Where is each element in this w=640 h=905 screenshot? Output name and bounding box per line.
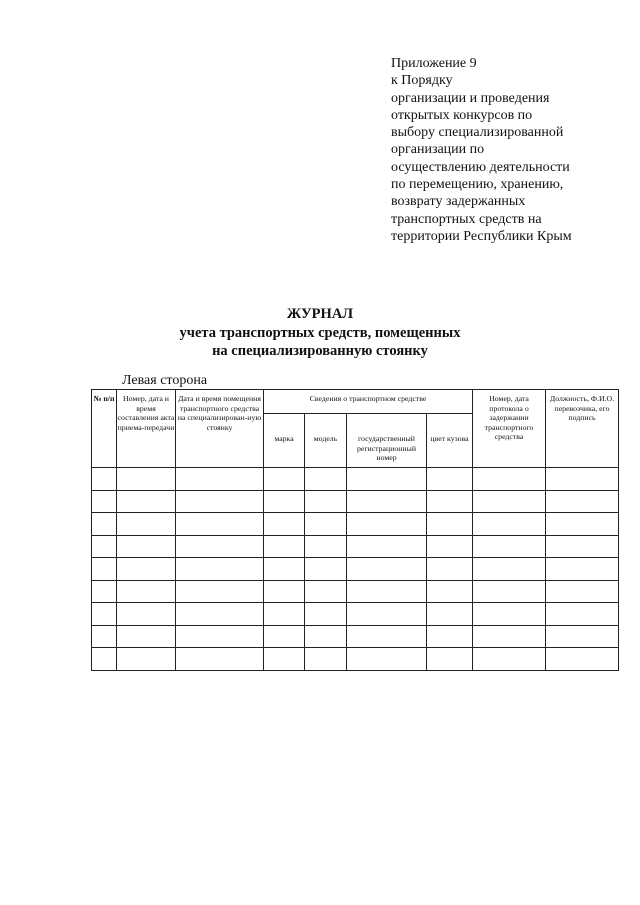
header-protocol: Номер, дата протокола о задержании транспортного средства: [473, 390, 546, 468]
table-header-row: [92, 390, 619, 414]
appendix-line: организации и проведения: [391, 90, 550, 106]
table-cell: [305, 625, 347, 648]
table-cell: [176, 625, 264, 648]
table-row: [92, 468, 619, 491]
header-reg-number: государственный регистрационный номер: [347, 414, 427, 468]
table-cell: [264, 513, 305, 536]
table-cell: [92, 513, 117, 536]
table-cell: [117, 603, 176, 626]
table-cell: [176, 535, 264, 558]
table-cell: [117, 468, 176, 491]
table-cell: [347, 580, 427, 603]
table-cell: [347, 625, 427, 648]
appendix-block: [391, 55, 631, 245]
table-row: [92, 535, 619, 558]
header-carrier: Должность, Ф.И.О. перевозчика, его подпись: [546, 390, 619, 468]
table-cell: [117, 535, 176, 558]
header-vehicle-group: Сведения о транспортном средстве: [264, 390, 473, 414]
table-row: [92, 603, 619, 626]
table-row: [92, 558, 619, 581]
table-cell: [473, 648, 546, 671]
table-cell: [92, 535, 117, 558]
table-cell: [427, 603, 473, 626]
table-cell: [305, 535, 347, 558]
table-cell: [427, 580, 473, 603]
appendix-line: организации по: [391, 142, 485, 158]
table-cell: [117, 648, 176, 671]
table-cell: [176, 513, 264, 536]
table-cell: [546, 513, 619, 536]
table-cell: [473, 603, 546, 626]
table-cell: [473, 468, 546, 491]
table-cell: [92, 580, 117, 603]
appendix-line: к Порядку: [391, 73, 453, 89]
journal-table: [91, 389, 619, 671]
table-cell: [347, 468, 427, 491]
table-cell: [264, 490, 305, 513]
table-cell: [347, 535, 427, 558]
table-cell: [305, 468, 347, 491]
table-cell: [176, 603, 264, 626]
table-row: [92, 490, 619, 513]
table-cell: [546, 603, 619, 626]
table-cell: [347, 648, 427, 671]
table-cell: [427, 513, 473, 536]
header-placement: Дата и время помещения транспортного средства на специализирован-ную стоянку: [176, 390, 264, 468]
table-cell: [264, 648, 305, 671]
table-cell: [92, 603, 117, 626]
table-cell: [427, 625, 473, 648]
table-cell: [546, 558, 619, 581]
table-cell: [92, 648, 117, 671]
appendix-line: открытых конкурсов по: [391, 107, 533, 123]
table-cell: [117, 490, 176, 513]
table-row: [92, 648, 619, 671]
table-cell: [264, 580, 305, 603]
header-body-color: цвет кузова: [427, 414, 473, 468]
header-brand: марка: [264, 414, 305, 468]
table-cell: [92, 558, 117, 581]
table-cell: [176, 648, 264, 671]
appendix-line: территории Республики Крым: [391, 228, 572, 244]
table-cell: [347, 513, 427, 536]
table-cell: [117, 513, 176, 536]
journal-subtitle-line-1: учета транспортных средств, помещенных: [179, 325, 461, 341]
table-cell: [305, 558, 347, 581]
appendix-line: выбору специализированной: [391, 125, 564, 141]
table-cell: [546, 625, 619, 648]
appendix-line: осуществлению деятельности: [391, 159, 570, 175]
table-cell: [427, 648, 473, 671]
journal-title: ЖУРНАЛ: [286, 306, 354, 322]
header-num: № п/п: [92, 390, 117, 468]
table-cell: [264, 468, 305, 491]
table-row: [92, 580, 619, 603]
side-label: Левая сторона: [122, 373, 208, 388]
table-cell: [546, 580, 619, 603]
table-cell: [264, 558, 305, 581]
table-cell: [473, 535, 546, 558]
table-cell: [427, 468, 473, 491]
table-cell: [473, 558, 546, 581]
table-cell: [305, 513, 347, 536]
table-cell: [117, 580, 176, 603]
table-cell: [117, 625, 176, 648]
table-cell: [473, 625, 546, 648]
table-cell: [305, 603, 347, 626]
table-cell: [546, 648, 619, 671]
appendix-line: Приложение 9: [391, 56, 477, 71]
table-cell: [347, 603, 427, 626]
table-cell: [176, 580, 264, 603]
table-cell: [427, 490, 473, 513]
table-cell: [305, 648, 347, 671]
table-cell: [546, 468, 619, 491]
appendix-line: транспортных средств на: [391, 211, 542, 227]
table-cell: [264, 603, 305, 626]
table-cell: [546, 535, 619, 558]
table-cell: [347, 490, 427, 513]
table-cell: [92, 625, 117, 648]
appendix-line: по перемещению, хранению,: [391, 177, 564, 193]
header-model: модель: [305, 414, 347, 468]
table-cell: [427, 535, 473, 558]
journal-subtitle-line-2: на специализированную стоянку: [212, 343, 428, 359]
table-cell: [347, 558, 427, 581]
table-cell: [546, 490, 619, 513]
table-cell: [473, 490, 546, 513]
table-cell: [305, 580, 347, 603]
table-cell: [264, 625, 305, 648]
table-row: [92, 625, 619, 648]
table-cell: [92, 490, 117, 513]
table-row: [92, 513, 619, 536]
table-cell: [305, 490, 347, 513]
table-cell: [473, 513, 546, 536]
table-cell: [176, 490, 264, 513]
table-cell: [427, 558, 473, 581]
table-cell: [176, 468, 264, 491]
table-cell: [92, 468, 117, 491]
header-act: Номер, дата и время составления акта приема-передачи: [117, 390, 176, 468]
table-cell: [176, 558, 264, 581]
table-cell: [264, 535, 305, 558]
table-cell: [473, 580, 546, 603]
appendix-line: возврату задержанных: [391, 194, 526, 210]
table-cell: [117, 558, 176, 581]
